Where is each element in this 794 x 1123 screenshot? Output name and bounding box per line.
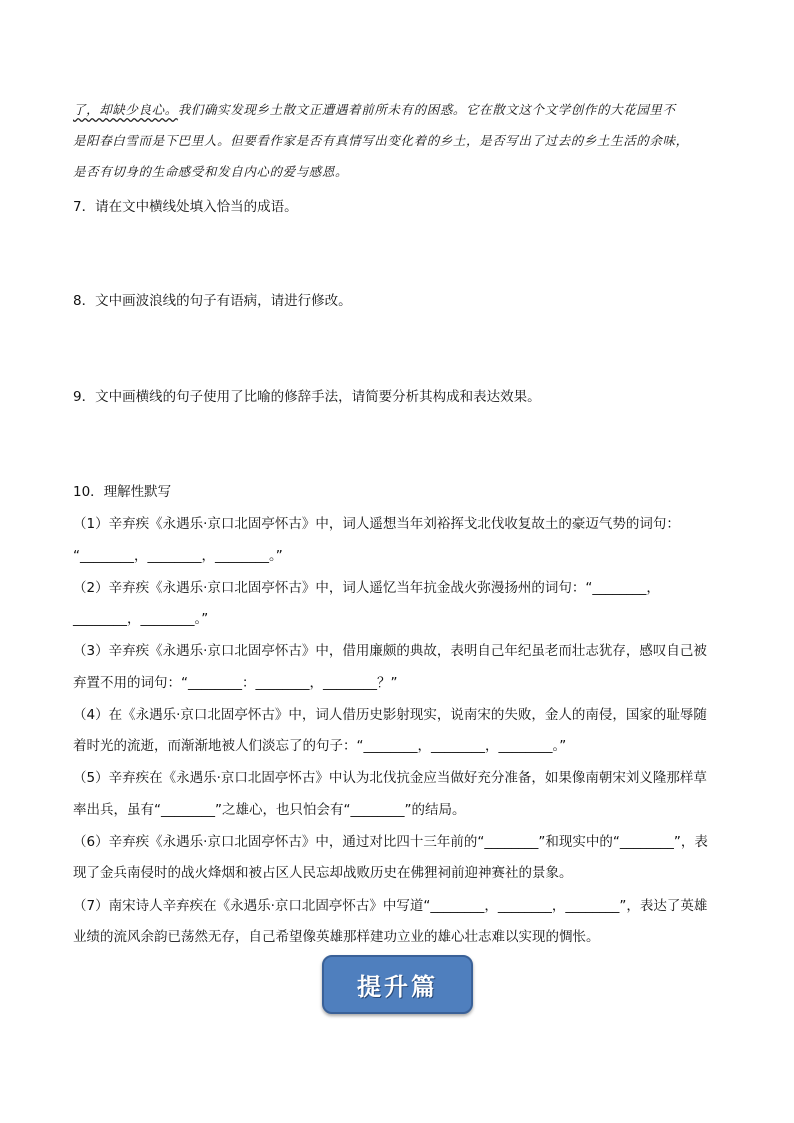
question-7: 7．请在文中横线处填入恰当的成语。 xyxy=(73,199,298,215)
question-9: 9．文中画横线的句子使用了比喻的修辞手法，请简要分析其构成和表达效果。 xyxy=(73,389,541,405)
q10-4-line-2: 着时光的流逝，而渐渐地被人们淡忘了的句子：“________，________，________。” xyxy=(73,738,567,754)
q10-3-line-2: 弃置不用的词句：“________：________，________？” xyxy=(73,675,398,691)
passage-line-2: 是阳春白雪而是下巴里人。但要看作家是否有真情写出变化着的乡土，是否写出了过去的乡土生活的余味， xyxy=(73,133,689,148)
q10-5-line-1: （5）辛弃疾在《永遇乐·京口北固亭怀古》中认为北伐抗金应当做好充分准备，如果像南朝宋刘义隆那样草 xyxy=(73,770,707,786)
q10-4-line-1: （4）在《永遇乐·京口北固亭怀古》中，词人借历史影射现实，说南宋的失败，金人的南侵，国家的耻辱随 xyxy=(73,707,707,723)
q10-6-line-2: 现了金兵南侵时的战火烽烟和被占区人民忘却战败历史在佛狸祠前迎神赛社的景象。 xyxy=(73,865,573,881)
q10-2-line-2: ________，________。” xyxy=(73,611,209,627)
q10-7-line-1: （7）南宋诗人辛弃疾在《永遇乐·京口北固亭怀古》中写道“________，________，________”，表达了英雄 xyxy=(73,898,708,914)
question-8: 8．文中画波浪线的句子有语病，请进行修改。 xyxy=(73,293,352,309)
q10-5-line-2: 率出兵，虽有“________”之雄心，也只怕会有“________”的结局。 xyxy=(73,802,466,818)
passage-line-3: 是否有切身的生命感受和发自内心的爱与感恩。 xyxy=(73,164,349,179)
q10-6-line-1: （6）辛弃疾《永遇乐·京口北固亭怀古》中，通过对比四十三年前的“________”和现实中的“________”，表 xyxy=(73,834,708,850)
q10-2-line-1: （2）辛弃疾《永遇乐·京口北固亭怀古》中，词人遥忆当年抗金战火弥漫扬州的词句：“________， xyxy=(73,580,660,596)
q10-3-line-1: （3）辛弃疾《永遇乐·京口北固亭怀古》中，借用廉颇的典故，表明自己年纪虽老而壮志犹存，感叹自己被 xyxy=(73,643,707,659)
passage-line-1: 了，却缺少良心。我们确实发现乡土散文正遭遇着前所未有的困惑。它在散文这个文学创作的大花园里不 xyxy=(73,102,676,117)
q10-1-line-1: （1）辛弃疾《永遇乐·京口北固亭怀古》中，词人遥想当年刘裕挥戈北伐收复故土的豪迈气势的词句： xyxy=(73,516,680,532)
q10-1-line-2: “________，________，________。” xyxy=(73,548,283,564)
section-button-advanced[interactable]: 提升篇 xyxy=(322,955,473,1014)
question-10-title: 10．理解性默写 xyxy=(73,484,172,500)
wavy-underlined-sentence: 了，却缺少良心。 xyxy=(73,102,178,117)
q10-7-line-2: 业绩的流风余韵已荡然无存，自己希望像英雄那样建功立业的雄心壮志难以实现的惆怅。 xyxy=(73,929,600,945)
